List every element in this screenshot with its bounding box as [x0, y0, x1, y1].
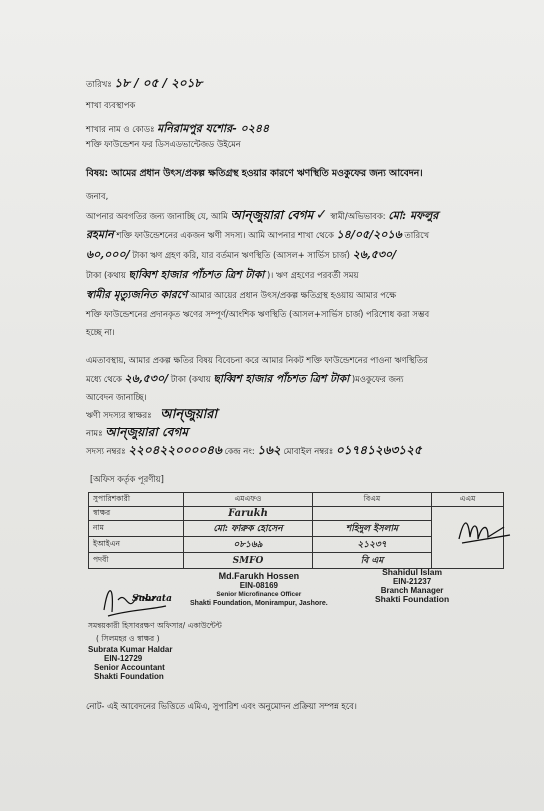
branch-line: [86, 120, 269, 139]
table-header: সুপারিশকারী: [89, 493, 184, 507]
accountant-title: সমন্বয়কারী হিসাবরক্ষণ অফিসার/ একাউন্টেন্ট: [88, 621, 222, 630]
body-line-7: হচ্ছে না।: [86, 327, 115, 337]
member-name-handwritten: আন্জুয়ারা বেগম: [230, 208, 314, 222]
balance-handwritten: ২৬,৫৩০/: [352, 248, 397, 261]
stamp-line: Subrata Kumar Haldar: [88, 645, 173, 654]
mfo-signature: Farukh: [184, 507, 313, 521]
addressee-title: শাখা ব্যবস্থাপক: [86, 100, 136, 110]
body-line-4: [86, 265, 358, 285]
member-number: ২২০৪২২০০০০৪৬: [128, 443, 222, 457]
body-line-1: [86, 205, 438, 226]
body-text: মধ্যে থেকে: [86, 374, 122, 384]
mobile-number: ০১৭৪১২৬৩১২৫: [335, 443, 422, 457]
balance-words-handwritten: ছাব্বিশ হাজার পাঁচশত ত্রিশ টাকা: [128, 269, 265, 281]
body-text: আপনার অবগতির জন্য জানাচ্ছি যে, আমি: [86, 211, 228, 221]
stamp-line: EIN-21237: [392, 577, 432, 586]
accountant-stamp: [88, 645, 172, 681]
table-header: এমএফও: [184, 493, 313, 507]
bm-name: শহিদুল ইসলাম: [313, 521, 432, 537]
organization-line: শক্তি ফাউন্ডেশন ফর ডিসএডভান্টেজড উইমেন: [86, 139, 241, 149]
request-line-1: এমতাবস্থায়, আমার প্রকল্প ক্ষতির বিষয় বিবেচনা করে আমার নিকট শক্তি ফাউন্ডেশনের পাওনা ঋণস্থিতির: [86, 355, 428, 365]
stamp-line: Md.Farukh Hossen: [218, 571, 300, 581]
am-signature-cell: [432, 507, 504, 569]
member-signature-line: [86, 405, 217, 426]
request-line-3: আবেদন জানাচ্ছি।: [86, 392, 147, 402]
stamp-line: Shakti Foundation, Monirampur, Jashore.: [190, 600, 328, 607]
mobile-label: মোবাইল নম্বরঃ: [283, 446, 334, 456]
bm-designation: বি এম: [313, 553, 432, 569]
waiver-amount-handwritten: ২৬,৫৩০/: [124, 372, 169, 385]
date-label: তারিখঃ: [86, 79, 112, 89]
body-line-6: শক্তি ফাউন্ডেশনের প্রদানকৃত ঋণের সম্পূর্ণ/আংশিক ঋণস্থিতি (আসল+সার্ভিস চার্জ) পরিশোধ করা সম্ভব: [86, 309, 430, 319]
am-signature-scribble: [454, 513, 514, 549]
guardian-handwritten: মো: মফলুর: [388, 209, 439, 222]
footer-note: নোট- এই আবেদনের ভিত্তিতে এমিএ, সুপারিশ এবং অনুমোদন প্রক্রিয়া সম্পন্ন হবে।: [86, 701, 357, 711]
member-sig-label: ঋণী সদস্যর স্বাক্ষরঃ: [86, 410, 152, 420]
body-line-3: [86, 245, 396, 265]
member-number-label: সদস্য নম্বরঃ: [86, 446, 126, 456]
subject-line: বিষয়: আমের প্রধান উৎস/প্রকল্প ক্ষতিগ্রস্থ হওয়ার কারণে ঋণস্থিতি মওকুফের জন্য আবেদন।: [86, 168, 423, 179]
mfo-ein: ০৮১৬৯: [184, 537, 313, 553]
waiver-words-handwritten: ছাব্বিশ হাজার পাঁচশত ত্রিশ টাকা: [213, 373, 350, 385]
body-text: )। ঋণ গ্রহণের পরবর্তী সময়: [267, 270, 359, 280]
row-label: স্বাক্ষর: [89, 507, 184, 521]
branch-label: শাখার নাম ও কোডঃ: [86, 124, 155, 134]
body-text: স্বামী/অভিভাবক:: [330, 211, 386, 221]
member-number-line: [86, 442, 422, 462]
table-header: বিএম: [313, 493, 432, 507]
body-text: )মওকুফের জন্য: [351, 374, 404, 384]
table-row: [89, 507, 504, 521]
reason-handwritten: স্বামীর মৃত্যুজনিত কারণে: [86, 289, 188, 301]
member-name-label: নামঃ: [86, 428, 103, 438]
bm-signature-cell: [313, 507, 432, 521]
bm-ein: ২১২৩৭: [313, 537, 432, 553]
member-signature: আন্জুয়ারা: [160, 407, 218, 422]
member-name-line: [86, 424, 188, 444]
member-name: আন্জুয়ারা বেগম: [105, 425, 188, 439]
stamp-line: Branch Manager: [380, 586, 444, 595]
guardian-handwritten-2: রহমান: [86, 228, 114, 241]
body-text: তারিখে: [404, 230, 430, 240]
request-line-2: [86, 369, 403, 389]
stamp-line: EIN-08169: [239, 581, 278, 590]
stamp-line: Senior Microfinance Officer: [216, 591, 302, 598]
accountant-caption: ( সিলমহর ও স্বাক্ষর ): [96, 634, 160, 643]
body-line-5: [86, 285, 396, 305]
table-header: এএম: [432, 493, 504, 507]
body-text: টাকা (কথায়: [86, 270, 126, 280]
date-value: ১৮ / ০৫ / ২০১৮: [114, 76, 203, 90]
center-number: ১৬২: [257, 443, 281, 457]
center-label: কেন্দ্র নং:: [224, 446, 255, 456]
body-line-2: [86, 225, 429, 245]
body-text: টাকা (কথায়: [170, 374, 211, 384]
loan-date-handwritten: ১৪/০৫/২০১৬: [336, 228, 402, 241]
recommendation-table: [88, 492, 504, 569]
date-line: [86, 75, 202, 95]
loan-amount-handwritten: ৬০,০০০/: [86, 248, 130, 261]
table-header-row: [89, 493, 504, 507]
body-text: শক্তি ফাউন্ডেশনের একজন ঋণী সদস্য। আমি আপনার শাখা থেকে: [116, 230, 334, 240]
body-text: টাকা ঋণ গ্রহণ করি, যার বর্তমান ঋণস্থিতি (আসল+ সার্ভিস চার্জ): [132, 250, 350, 260]
stamp-line: EIN-12729: [104, 654, 143, 663]
accountant-signature-text: Subrata: [132, 594, 172, 604]
checkmark: ✓: [315, 207, 328, 223]
row-label: পদবী: [89, 553, 184, 569]
row-label: ইআইএন: [89, 537, 184, 553]
office-use-label: [অফিস কর্তৃক পূরণীয়]: [90, 474, 164, 484]
mfo-name: মো: ফারুক হোসেন: [184, 521, 313, 537]
stamp-line: Senior Accountant: [94, 663, 165, 672]
salutation: জনাব,: [86, 191, 109, 201]
accountant-signature: [98, 580, 170, 620]
stamp-line: Shakti Foundation: [94, 672, 164, 681]
row-label: নাম: [89, 521, 184, 537]
branch-value: মনিরামপুর যশোর- ০২৪৪: [157, 122, 270, 135]
body-text: আমার আয়ের প্রধান উৎস/প্রকল্প ক্ষতিগ্রস্থ হওয়ায় আমার পক্ষে: [190, 290, 397, 300]
stamp-line: Shakti Foundation: [375, 594, 450, 604]
mfo-stamp: [190, 572, 328, 608]
bm-stamp: [375, 568, 449, 604]
mfo-designation: SMFO: [184, 553, 313, 569]
stamp-line: Shahidul Islam: [382, 567, 443, 577]
